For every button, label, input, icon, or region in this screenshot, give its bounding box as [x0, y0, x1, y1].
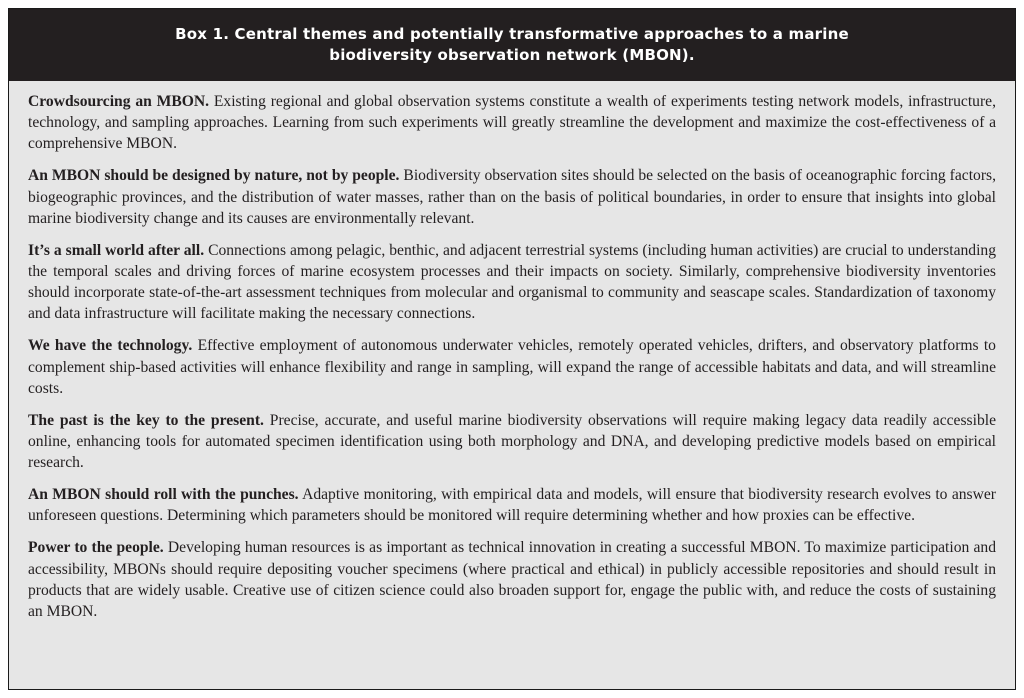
paragraph-lead: We have the technology. [28, 337, 193, 355]
paragraph-roll-with-punches [28, 484, 996, 526]
paragraph-lead: Crowdsourcing an MBON. [28, 93, 210, 110]
paragraph-text: Precise, accurate, and useful marine biodiversity observations will require making legacy data readily accessible online, enhancing tools for automated specimen identification using both morphology and DNA, and developing predictive models based on empirical research. [28, 411, 996, 472]
paragraph-technology [28, 335, 996, 399]
paragraph-text: Adaptive monitoring, with empirical data and models, will ensure that biodiversity research evolves to answer unforeseen questions. Determining which parameters should be monitored will require determining whether and how proxies can be effective. [28, 486, 996, 525]
paragraph-small-world [28, 240, 996, 325]
box-1 [8, 8, 1016, 690]
paragraph-lead: An MBON should roll with the punches. [28, 486, 299, 504]
paragraph-text: Biodiversity observation sites should be selected on the basis of oceanographic forcing factors, biogeographic provinces, and the distribution of water masses, rather than on the basis of political boundaries, in order to ensure that insights into global marine biodiversity change and its causes are environmentally relevant. [28, 167, 996, 227]
paragraph-crowdsourcing [28, 91, 996, 155]
paragraph-past-is-key [28, 410, 996, 474]
paragraph-lead: The past is the key to the present. [28, 411, 264, 429]
paragraph-power-to-people [28, 537, 996, 622]
paragraph-lead: It’s a small world after all. [28, 241, 205, 259]
paragraph-designed-by-nature [28, 165, 996, 229]
paragraph-text: Existing regional and global observation systems constitute a wealth of experiments testing network models, infrastructure, technology, and sampling approaches. Learning from such experiments will greatly streamline the development and maximize the cost-effectiveness of a comprehensive MBON. [28, 93, 996, 153]
box-body [9, 81, 1015, 622]
box-header [9, 9, 1015, 81]
paragraph-text: Connections among pelagic, benthic, and adjacent terrestrial systems (including human activities) are crucial to understanding the temporal scales and driving forces of marine ecosystem processes and their impacts on society. Similarly, comprehensive biodiversity inventories should incorporate state-of-the-art assessment techniques from molecular and organismal to community and seascape scales. Standardization of taxonomy and data infrastructure will facilitate making the necessary connections. [28, 241, 997, 323]
paragraph-lead: An MBON should be designed by nature, not by people. [28, 167, 400, 185]
paragraph-lead: Power to the people. [28, 539, 164, 557]
paragraph-text: Effective employment of autonomous underwater vehicles, remotely operated vehicles, drifters, and observatory platforms to complement ship-based activities will enhance flexibility and range in sampling, will expand the range of accessible habitats and data, and will streamline costs. [28, 337, 996, 397]
paragraph-text: Developing human resources is as important as technical innovation in creating a successful MBON. To maximize participation and accessibility, MBONs should require depositing voucher specimens (where practical and ethical) in publicly accessible repositories and should result in products that are widely usable. Creative use of citizen science could also broaden support for, engage the public with, and reduce the costs of sustaining an MBON. [28, 539, 997, 621]
box-title: Box 1. Central themes and potentially transformative approaches to a marine biodiversity observation network (MBON). [175, 25, 849, 64]
